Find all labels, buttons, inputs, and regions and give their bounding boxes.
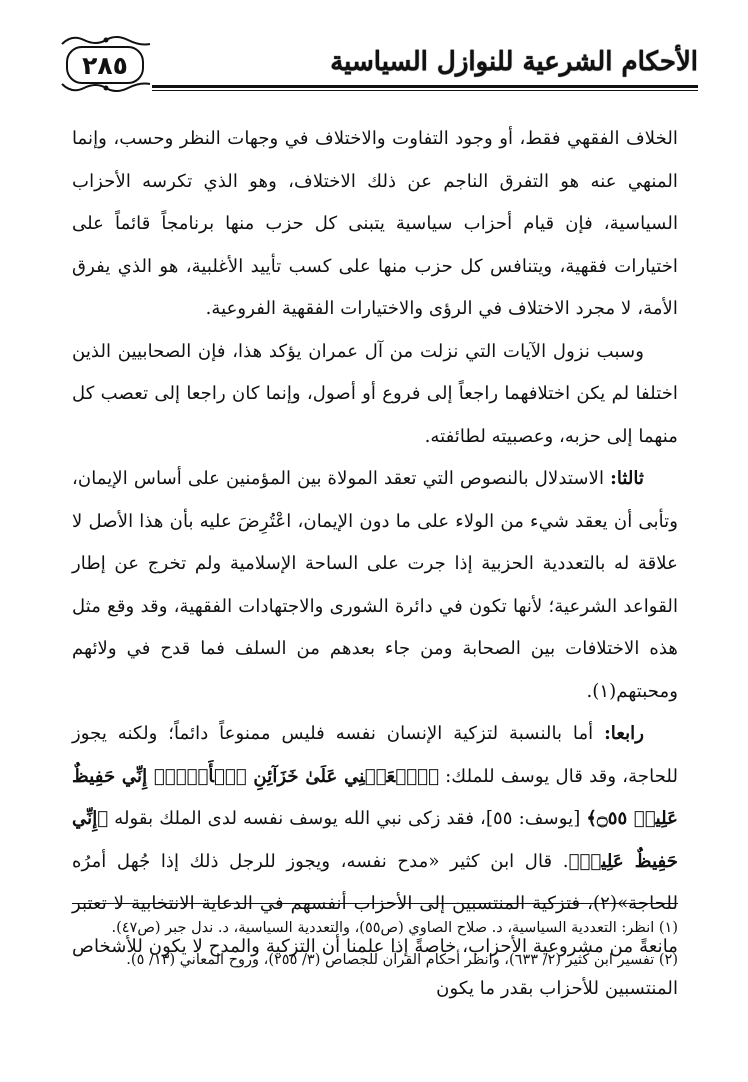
header-rule xyxy=(152,85,698,88)
paragraph-text: الاستدلال بالنصوص التي تعقد المولاة بين المؤمنين على أساس الإيمان، وتأبى أن يعقد شيء من الولاء على ما دون الإيمان، اعْتُرِضَ عليه بأن هذا الأصل لا علاقة له بالتعددية الحزبية إذا جرت على الساحة الإسلامية ولم تخرج عن إطار القواعد الشرعية؛ لأنها تكون في دائرة الشورى والاجتهادات الفقهية، وقد وقع مثل هذه الاختلافات بين الصحابة ومن جاء بعدهم من السلف فما قدح في ولائهم ومحبتهم(١). xyxy=(72,468,678,702)
quran-verse: ﴿إِنِّي حَفِيظٌ عَلِيمٞ﴾ xyxy=(72,808,679,872)
running-title: الأحكام الشرعية للنوازل السياسية xyxy=(330,47,698,77)
header-rule-thin xyxy=(152,90,698,91)
paragraph xyxy=(72,118,678,331)
footnote: (١) انظر: التعددية السياسية، د. صلاح الصاوي (ص٥٥)، والتعددية السياسية، د. ندل جبر (ص٤٧). xyxy=(111,920,678,936)
paragraph xyxy=(72,458,678,713)
quran-verse: ﴿ٱجۡعَلۡنِي عَلَىٰ خَزَآئِنِ ٱلۡأَرۡضِۖ إِنِّي حَفِيظٌ عَلِيمٞ ۝٥٥﴾ xyxy=(72,765,678,829)
paragraph-text: فقد زكى نبي الله يوسف نفسه لدى الملك بقوله xyxy=(108,808,481,829)
paragraph-text: أما بالنسبة لتزكية الإنسان نفسه فليس ممنوعاً دائماً؛ ولكنه يجوز للحاجة، وقد قال يوسف للملك: xyxy=(72,723,678,787)
page-header xyxy=(58,34,698,96)
verse-reference: [يوسف: ٥٥]، xyxy=(480,808,587,829)
page-number: ٢٨٥ xyxy=(66,46,144,84)
body-text xyxy=(72,118,678,1011)
paragraph-lead: رابعا: xyxy=(604,723,644,744)
footnote: (٢) تفسير ابن كثير (٢/ ٦٣٣)، وانظر أحكام القرآن للجصاص (٣/ ٢٥٥)، وروح المعاني (١٣/ ٥). xyxy=(126,952,678,968)
footnote-divider xyxy=(72,903,678,904)
paragraph xyxy=(72,331,678,459)
paragraph-text: الخلاف الفقهي فقط، أو وجود التفاوت والاختلاف في وجهات النظر وحسب، وإنما المنهي عنه هو التفرق الناجم عن ذلك الاختلاف، وهو الذي تكرسه الأحزاب السياسية، فإن قيام أحزاب سياسية يتبنى كل حزب منها برنامجاً قائماً على اختيارات فقهية، ويتنافس كل حزب منها على كسب تأييد الأغلبية، هو الذي يفرق الأمة، لا مجرد الاختلاف في الرؤى والاختيارات الفقهية الفروعية. xyxy=(72,128,678,319)
ornament-icon xyxy=(60,82,152,94)
paragraph-text: وسبب نزول الآيات التي نزلت من آل عمران يؤكد هذا، فإن الصحابيين الذين اختلفا لم يكن اختلافهما راجعاً إلى فروع أو أصول، وإنما كان راجعا إلى تعصب كل منهما إلى حزبه، وعصبيته لطائفته. xyxy=(72,340,678,447)
paragraph-lead: ثالثا: xyxy=(610,468,644,489)
footnotes xyxy=(72,912,678,976)
ornament-icon xyxy=(60,34,152,46)
paragraph-text: . قال ابن كثير «مدح نفسه، ويجوز للرجل ذلك إذا جُهل أمرُه للحاجة»(٢)، فتزكية المنتسبين إلى الأحزاب أنفسهم في الدعاية الانتخابية لا تعتبر مانعةً من مشروعية الأحزاب، خاصةً إذا علمنا أن التزكية والمدح لا يكون للأشخاص المنتسبين للأحزاب بقدر ما يكون xyxy=(72,850,678,999)
